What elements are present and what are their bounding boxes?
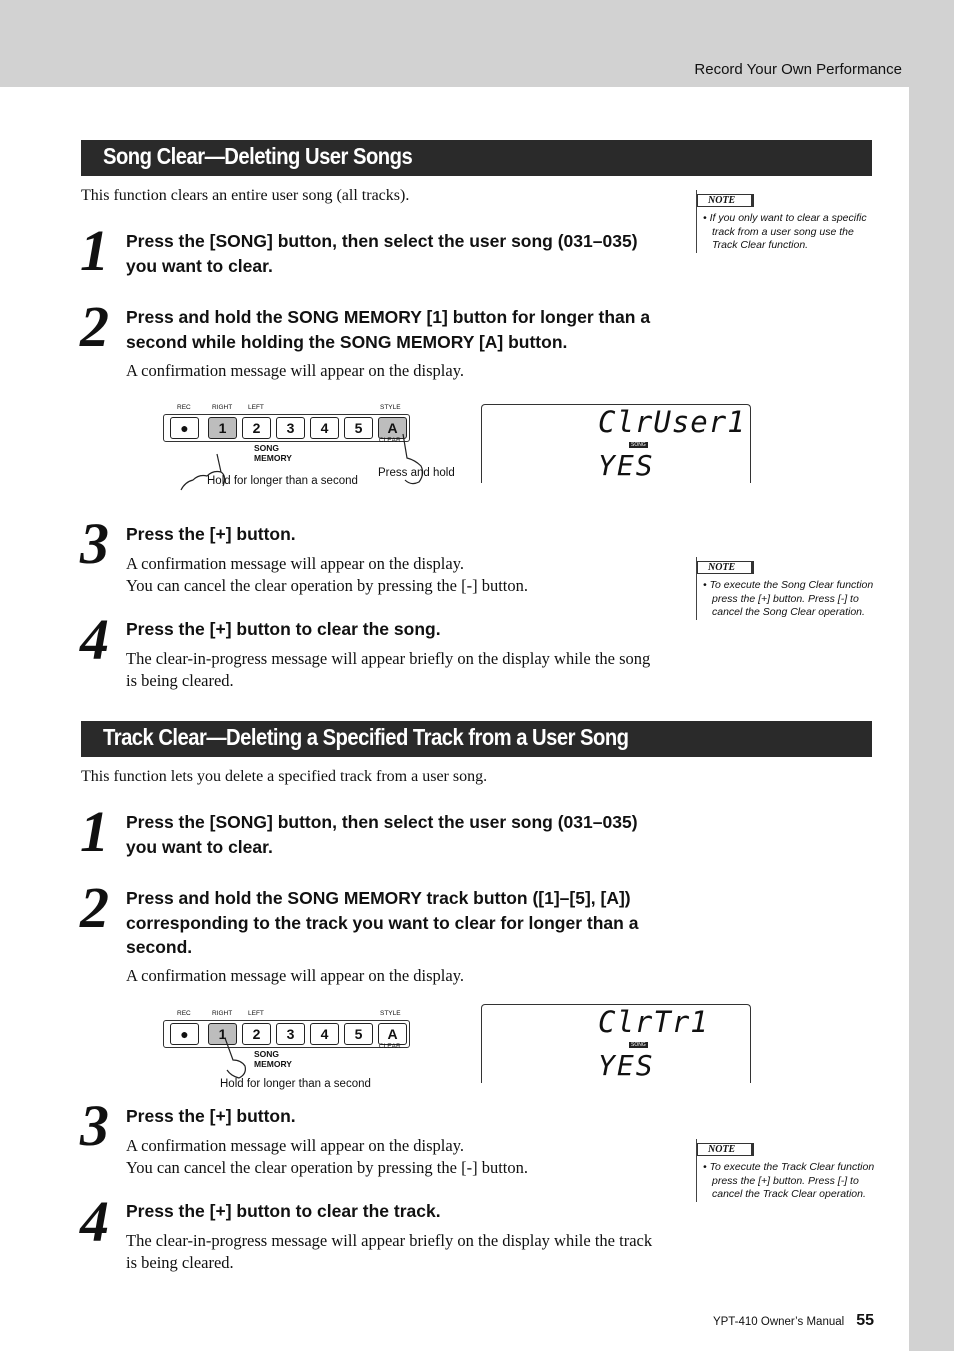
- note-text: • To execute the Song Clear function press the [+] button. Press [-] to cancel the Song Clear operation.: [703, 579, 874, 618]
- song-memory-4-button[interactable]: 4: [310, 417, 339, 439]
- lcd-display: [481, 1004, 751, 1083]
- step-body: The clear-in-progress message will appear briefly on the display while the track is being cleared.: [126, 1231, 653, 1272]
- step-heading: Press and hold the SONG MEMORY track button ([1]–[5], [A]) corresponding to the track you want to clear for longer than a second.: [126, 888, 639, 957]
- manual-name: YPT-410 Owner’s Manual: [712, 1316, 845, 1328]
- step-number: 2: [80, 294, 109, 359]
- hold-caption: Hold for longer than a second: [207, 475, 358, 487]
- note-text: • To execute the Track Clear function press the [+] button. Press [-] to cancel the Track Clear operation.: [703, 1161, 875, 1200]
- display-line-1: ClrUser1: [598, 405, 746, 439]
- step-number: 3: [80, 511, 109, 576]
- step-body-2: You can cancel the clear operation by pressing the [-] button.: [126, 576, 528, 595]
- clear-label: CLEAR: [379, 1043, 401, 1050]
- step-number: 1: [80, 218, 109, 283]
- step-body: A confirmation message will appear on the display.: [126, 361, 465, 380]
- section-title: Song Clear—Deleting User Songs: [103, 143, 413, 169]
- display-line-2: YES: [598, 449, 655, 482]
- song-memory-label: SONG MEMORY: [251, 1049, 295, 1069]
- step-heading: Press the [+] button to clear the track.: [126, 1201, 441, 1221]
- section-title-bar: [81, 140, 872, 176]
- right-label: RIGHT: [212, 1010, 233, 1017]
- note-label: NOTE: [697, 561, 754, 574]
- display-line-2: YES: [598, 1049, 655, 1082]
- note-box: [696, 1139, 883, 1202]
- song-memory-2-button[interactable]: 2: [242, 1023, 271, 1045]
- section-title: Track Clear—Deleting a Specified Track from a User Song: [103, 724, 629, 750]
- right-label: RIGHT: [212, 404, 233, 411]
- note-label: NOTE: [697, 194, 754, 207]
- song-memory-5-button[interactable]: 5: [344, 1023, 373, 1045]
- step-heading: Press the [+] button.: [126, 524, 296, 544]
- right-band: [909, 87, 954, 1351]
- step-body: A confirmation message will appear on the display.: [126, 554, 465, 573]
- song-indicator: SONG: [631, 1042, 646, 1048]
- song-memory-3-button[interactable]: 3: [276, 417, 305, 439]
- left-label: LEFT: [248, 1010, 264, 1017]
- step-heading: Press the [SONG] button, then select the user song (031–035) you want to clear.: [126, 231, 638, 276]
- step-number: 2: [80, 875, 109, 940]
- song-indicator: SONG: [631, 442, 646, 448]
- press-caption: Press and hold: [378, 467, 455, 479]
- display-line-1: ClrTr1: [598, 1005, 709, 1039]
- clear-label: CLEAR: [379, 437, 401, 444]
- song-memory-1-button[interactable]: 1: [208, 417, 237, 439]
- rec-button[interactable]: ●: [170, 417, 199, 439]
- step-body-2: You can cancel the clear operation by pressing the [-] button.: [126, 1158, 528, 1177]
- song-memory-2-button[interactable]: 2: [242, 417, 271, 439]
- step-heading: Press and hold the SONG MEMORY [1] button for longer than a second while holding the SONG MEMORY [A] button.: [126, 307, 651, 352]
- song-memory-a-button[interactable]: A: [378, 417, 407, 439]
- style-label: STYLE: [380, 404, 401, 411]
- note-box: [696, 190, 883, 253]
- rec-label: REC: [177, 404, 191, 411]
- step-number: 4: [80, 607, 109, 672]
- song-memory-4-button[interactable]: 4: [310, 1023, 339, 1045]
- section-intro: This function clears an entire user song (all tracks).: [81, 187, 410, 204]
- song-memory-5-button[interactable]: 5: [344, 417, 373, 439]
- step-heading: Press the [SONG] button, then select the user song (031–035) you want to clear.: [126, 812, 638, 857]
- step-number: 4: [80, 1189, 109, 1254]
- hold-caption: Hold for longer than a second: [220, 1078, 371, 1090]
- step-body: A confirmation message will appear on the display.: [126, 966, 465, 985]
- rec-button[interactable]: ●: [170, 1023, 199, 1045]
- page-number: 55: [856, 1312, 874, 1329]
- lcd-display: [481, 404, 751, 483]
- song-memory-3-button[interactable]: 3: [276, 1023, 305, 1045]
- style-label: STYLE: [380, 1010, 401, 1017]
- step-heading: Press the [+] button.: [126, 1106, 296, 1126]
- section-title-bar: [81, 721, 872, 757]
- running-header: Record Your Own Performance: [694, 61, 902, 78]
- step-number: 1: [80, 799, 109, 864]
- song-memory-1-button[interactable]: 1: [208, 1023, 237, 1045]
- step-body: A confirmation message will appear on the display.: [126, 1136, 465, 1155]
- note-label: NOTE: [697, 1143, 754, 1156]
- song-memory-label: SONG MEMORY: [251, 443, 295, 463]
- section-intro: This function lets you delete a specified track from a user song.: [81, 768, 488, 785]
- step-body: The clear-in-progress message will appear briefly on the display while the song is being cleared.: [126, 649, 651, 690]
- rec-label: REC: [177, 1010, 191, 1017]
- song-memory-a-button[interactable]: A: [378, 1023, 407, 1045]
- finger-icon: [213, 1030, 273, 1080]
- step-number: 3: [80, 1093, 109, 1158]
- left-label: LEFT: [248, 404, 264, 411]
- note-text: • If you only want to clear a specific track from a user song use the Track Clear function.: [703, 212, 867, 251]
- note-box: [696, 557, 883, 620]
- page-footer: [713, 1312, 874, 1330]
- step-heading: Press the [+] button to clear the song.: [126, 619, 441, 639]
